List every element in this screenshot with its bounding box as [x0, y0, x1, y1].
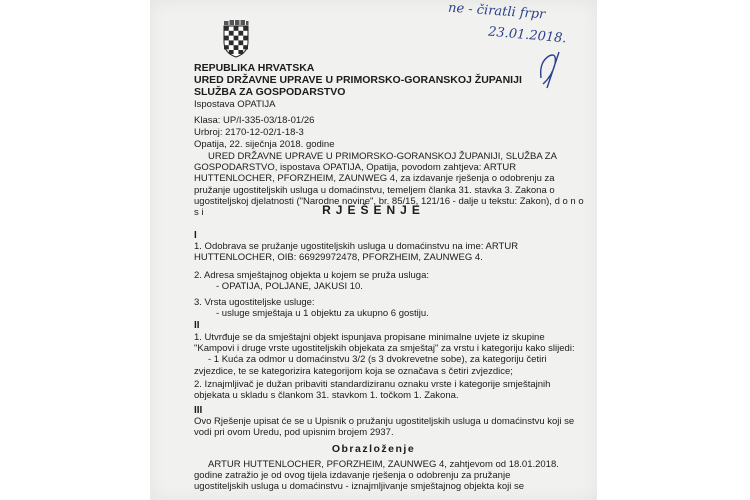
text-line: HUTTENLOCHER, OIB: 66929972478, PFORZHEIM, ZAUNWEG 4. [194, 252, 483, 264]
text-line: Ovo Rješenje upisat će se u Upisnik o pružanju ugostiteljskih usluga u domaćinstvu koji se [194, 416, 575, 427]
section-i-item-3 [194, 297, 594, 319]
urbroj-number: Urbroj: 2170-12-02/1-18-3 [194, 127, 304, 138]
text-line: 1. Utvrđuje se da smještajni objekt ispunjava propisane minimalne uvjete iz skupine [194, 332, 545, 343]
croatian-coat-of-arms-icon [221, 20, 251, 58]
section-numeral-i: I [194, 230, 197, 241]
text-line: - OPATIJA, POLJANE, JAKUSI 10. [216, 281, 363, 293]
document-page [150, 0, 597, 500]
text-line: URED DRŽAVNE UPRAVE U PRIMORSKO-GORANSKOJ ŽUPANIJI, SLUŽBA ZA [208, 151, 557, 162]
document-date: Opatija, 22. siječnja 2018. godine [194, 139, 335, 150]
section-ii-item-2 [194, 379, 594, 401]
text-line: HUTTENLOCHER, PFORZHEIM, ZAUNWEG 4, za izdavanje rješenja o odobrenju za [194, 173, 555, 185]
header-service: SLUŽBA ZA GOSPODARSTVO [194, 86, 346, 98]
section-i-item-1 [194, 241, 594, 263]
text-line: - 1 Kuća za odmor u domaćinstvu 3/2 (s 3 dvokrevetne sobe), za kategoriju četiri [208, 354, 547, 366]
text-line: 1. Odobrava se pružanje ugostiteljskih usluga u domaćinstvu na ime: ARTUR [194, 241, 519, 252]
text-line: "Kampovi i druge vrste ugostiteljskih objekata za smještaj" za vrstu i kategoriju kako slijedi: [194, 343, 575, 355]
section-numeral-iii: III [194, 405, 203, 416]
section-iii-text [194, 416, 594, 438]
text-line: godine zatražio je od ovog tijela izdavanje rješenja o odobrenju za pružanje [194, 470, 511, 482]
section-numeral-ii: II [194, 320, 200, 331]
text-line: pružanje ugostiteljskih usluga u domaćinstvu, temeljem članka 31. stavka 3. Zakona o [194, 184, 555, 196]
text-line: s i [194, 207, 204, 219]
section-ii-item-1 [194, 332, 594, 377]
decision-title: RJEŠENJE [322, 203, 425, 217]
section-i-item-2 [194, 270, 594, 292]
text-line: 3. Vrsta ugostiteljske usluge: [194, 297, 315, 308]
reasoning-paragraph [194, 459, 594, 493]
handwritten-signature [535, 48, 565, 90]
text-line: - usluge smještaja u 1 objektu za ukupno 6 gostiju. [216, 308, 429, 320]
text-line: ARTUR HUTTENLOCHER, PFORZHEIM, ZAUNWEG 4, zahtjevom od 18.01.2018. [208, 459, 559, 470]
text-line: GOSPODARSTVO, ispostava OPATIJA, Opatija, povodom zahtjeva: ARTUR [194, 162, 517, 174]
klasa-number: Klasa: UP/I-335-03/18-01/26 [194, 115, 315, 126]
handwritten-note: ne - čiratli frpr [447, 0, 546, 23]
header-branch: Ispostava OPATIJA [194, 99, 276, 110]
text-line: zvjezdice, te se kategorizira kategorijom koja se označava s četiri zvjezdice; [194, 365, 513, 377]
text-line: 2. Adresa smještajnog objekta u kojem se pruža usluga: [194, 270, 429, 281]
reasoning-title: Obrazloženje [331, 443, 416, 455]
header-republic: REPUBLIKA HRVATSKA [194, 62, 315, 74]
header-office: URED DRŽAVNE UPRAVE U PRIMORSKO-GORANSKOJ ŽUPANIJI [194, 74, 522, 86]
text-line: vodi pri ovom Uredu, pod upisnim brojem 2937. [194, 427, 394, 439]
text-line: ugostiteljskoj djelatnosti ("Narodne novine", br. 85/15, 121/16 - dalje u tekstu: Zakon), d o n o [194, 195, 584, 207]
text-line: ugostiteljskih usluga u domaćinstvu - iznajmljivanje smještajnog objekta koji se [194, 481, 525, 493]
text-line: objekata u skladu s člankom 31. stavkom 1. točkom 1. Zakona. [194, 390, 459, 402]
text-line: 2. Iznajmljivač je dužan pribaviti standardiziranu oznaku vrste i kategorije smještajnih [194, 379, 551, 390]
handwritten-date: 23.01.2018. [487, 24, 568, 47]
